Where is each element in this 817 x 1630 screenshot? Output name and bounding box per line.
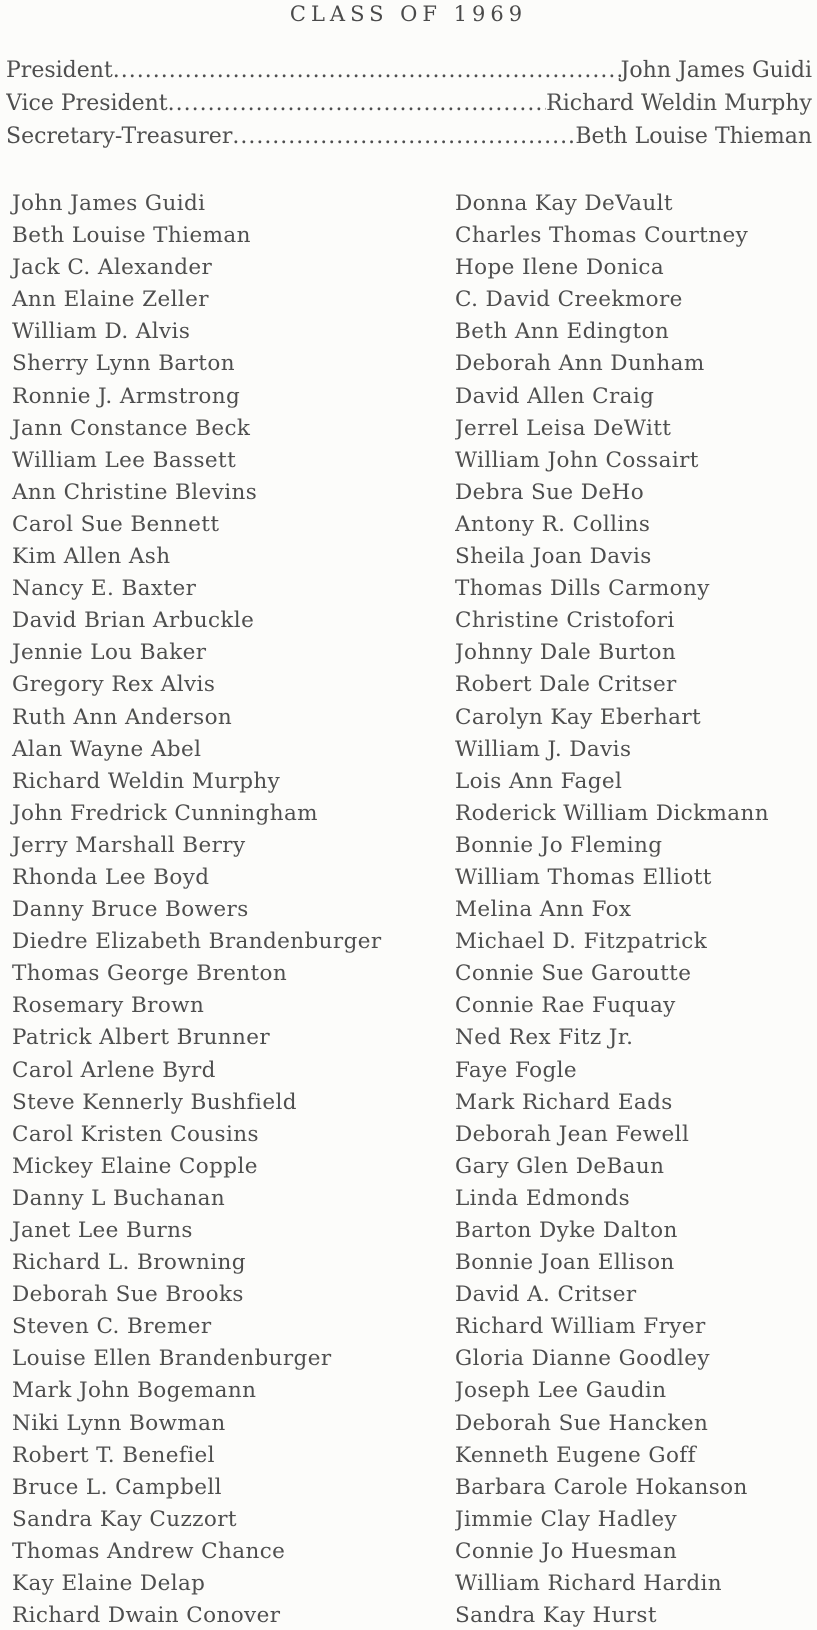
- class-member-name: Mickey Elaine Copple: [12, 1153, 258, 1179]
- class-member-name: Beth Louise Thieman: [12, 223, 251, 249]
- dot-leader: [232, 120, 575, 153]
- class-member-name: Donna Kay DeVault: [455, 191, 673, 216]
- class-member-name: Gary Glen DeBaun: [455, 1153, 665, 1179]
- class-member-name: David Brian Arbuckle: [12, 608, 255, 634]
- class-member-name: William D. Alvis: [12, 319, 191, 345]
- class-member-name: Carol Kristen Cousins: [12, 1121, 259, 1147]
- class-member-name: C. David Creekmore: [455, 287, 683, 313]
- class-member-name: Thomas Dills Carmony: [455, 576, 710, 602]
- class-member-name: Connie Rae Fuquay: [455, 993, 676, 1019]
- class-member-name: Deborah Ann Dunham: [455, 351, 705, 377]
- class-member-name: Bonnie Jo Fleming: [455, 832, 663, 858]
- class-member-name: Deborah Sue Hancken: [455, 1410, 709, 1436]
- class-member-name: Ronnie J. Armstrong: [12, 383, 241, 409]
- class-member-name: Gloria Dianne Goodley: [455, 1346, 710, 1372]
- class-member-name: Carol Sue Bennett: [12, 511, 220, 537]
- class-member-name: Rosemary Brown: [12, 993, 205, 1019]
- class-member-name: William J. Davis: [455, 736, 632, 762]
- class-member-name: Kenneth Eugene Goff: [455, 1442, 697, 1468]
- class-member-name: Jennie Lou Baker: [12, 640, 207, 666]
- class-member-name: Patrick Albert Brunner: [12, 1025, 271, 1051]
- class-member-name: Alan Wayne Abel: [12, 736, 202, 762]
- class-member-name: Jimmie Clay Hadley: [455, 1506, 678, 1532]
- class-member-name: Sheila Joan Davis: [455, 544, 652, 570]
- class-member-name: Faye Fogle: [455, 1057, 578, 1083]
- officer-role: Vice President: [6, 91, 168, 116]
- class-member-name: Kim Allen Ash: [12, 544, 171, 570]
- class-member-name: Sherry Lynn Barton: [12, 351, 235, 377]
- class-member-name: Mark John Bogemann: [12, 1378, 257, 1404]
- class-member-name: Robert T. Benefiel: [12, 1442, 215, 1468]
- class-member-name: Roderick William Dickmann: [455, 800, 770, 826]
- class-member-name: Ned Rex Fitz Jr.: [455, 1025, 634, 1051]
- class-member-name: Richard L. Browning: [12, 1250, 246, 1276]
- officer-name: John James Guidi: [620, 58, 812, 83]
- class-member-name: William John Cossairt: [455, 447, 699, 473]
- class-member-name: Thomas Andrew Chance: [12, 1538, 286, 1564]
- class-member-name: Ruth Ann Anderson: [12, 704, 233, 730]
- class-member-name: Charles Thomas Courtney: [455, 223, 749, 249]
- class-member-name: Johnny Dale Burton: [455, 640, 677, 666]
- class-member-name: Richard Weldin Murphy: [12, 768, 281, 794]
- class-member-name: Carolyn Kay Eberhart: [455, 704, 702, 730]
- class-member-name: Bruce L. Campbell: [12, 1474, 222, 1500]
- class-member-name: Debra Sue DeHo: [455, 479, 645, 505]
- officer-row-vice-president: [6, 87, 812, 120]
- officer-name: Beth Louise Thieman: [575, 124, 812, 149]
- class-member-name: Richard William Fryer: [455, 1314, 706, 1340]
- page-title: CLASS OF 1969: [289, 2, 528, 26]
- class-member-name: Gregory Rex Alvis: [12, 672, 216, 698]
- officer-role: Secretary-Treasurer: [6, 124, 233, 149]
- class-member-name: Thomas George Brenton: [12, 961, 288, 987]
- officer-row-secretary-treasurer: [6, 120, 812, 153]
- class-member-name: Jann Constance Beck: [12, 415, 251, 441]
- class-member-name: Jack C. Alexander: [12, 255, 213, 281]
- class-member-name: Janet Lee Burns: [12, 1218, 193, 1243]
- dot-leader: [168, 87, 546, 120]
- class-member-name: Lois Ann Fagel: [455, 768, 623, 794]
- class-member-name: Robert Dale Critser: [455, 672, 677, 698]
- dot-leader: [113, 54, 621, 87]
- class-member-name: Louise Ellen Brandenburger: [12, 1346, 332, 1372]
- class-member-name: Deborah Jean Fewell: [455, 1121, 690, 1147]
- class-member-name: Linda Edmonds: [455, 1185, 631, 1211]
- class-member-name: Mark Richard Eads: [455, 1089, 673, 1115]
- class-member-name: Danny L Buchanan: [12, 1185, 226, 1211]
- class-member-name: William Lee Bassett: [12, 447, 237, 473]
- class-member-name: John James Guidi: [12, 191, 206, 216]
- class-member-name: Niki Lynn Bowman: [12, 1410, 226, 1436]
- class-member-name: Melina Ann Fox: [455, 897, 632, 923]
- class-member-name: Barton Dyke Dalton: [455, 1218, 678, 1243]
- class-member-name: Antony R. Collins: [455, 511, 651, 537]
- officer-row-president: [6, 54, 812, 87]
- class-member-name: William Richard Hardin: [455, 1571, 723, 1597]
- class-member-name: Joseph Lee Gaudin: [455, 1378, 667, 1404]
- class-member-name: Steven C. Bremer: [12, 1314, 212, 1340]
- class-members-right-column: [455, 188, 817, 1630]
- officer-name: Richard Weldin Murphy: [546, 91, 812, 116]
- class-member-name: Deborah Sue Brooks: [12, 1282, 244, 1308]
- class-member-name: Barbara Carole Hokanson: [455, 1474, 748, 1500]
- class-member-name: Danny Bruce Bowers: [12, 897, 249, 923]
- class-member-name: Richard Dwain Conover: [12, 1603, 281, 1629]
- officers-list: [6, 54, 812, 153]
- class-member-name: Bonnie Joan Ellison: [455, 1250, 675, 1276]
- class-member-name: Sandra Kay Cuzzort: [12, 1506, 237, 1532]
- class-member-name: Michael D. Fitzpatrick: [455, 929, 708, 955]
- class-member-name: William Thomas Elliott: [455, 864, 712, 890]
- officer-role: President: [6, 58, 113, 83]
- class-member-name: David Allen Craig: [455, 383, 655, 409]
- class-member-name: Sandra Kay Hurst: [455, 1603, 657, 1629]
- class-member-name: Beth Ann Edington: [455, 319, 670, 345]
- class-member-name: Jerry Marshall Berry: [12, 832, 246, 858]
- class-member-name: Carol Arlene Byrd: [12, 1057, 216, 1083]
- class-member-name: John Fredrick Cunningham: [12, 800, 318, 826]
- class-member-name: Nancy E. Baxter: [12, 576, 197, 602]
- class-member-name: Rhonda Lee Boyd: [12, 864, 210, 890]
- class-member-name: Kay Elaine Delap: [12, 1571, 206, 1597]
- class-members-left-column: [12, 188, 442, 1630]
- class-member-name: Ann Elaine Zeller: [12, 287, 209, 313]
- class-member-name: Connie Jo Huesman: [455, 1538, 678, 1564]
- class-member-name: Steve Kennerly Bushfield: [12, 1089, 297, 1115]
- class-member-name: Jerrel Leisa DeWitt: [455, 415, 672, 441]
- class-member-name: Hope Ilene Donica: [455, 255, 665, 281]
- class-member-name: Ann Christine Blevins: [12, 479, 258, 505]
- class-member-name: David A. Critser: [455, 1282, 637, 1308]
- class-member-name: Diedre Elizabeth Brandenburger: [12, 929, 382, 955]
- class-member-name: Connie Sue Garoutte: [455, 961, 692, 987]
- class-member-name: Christine Cristofori: [455, 608, 675, 634]
